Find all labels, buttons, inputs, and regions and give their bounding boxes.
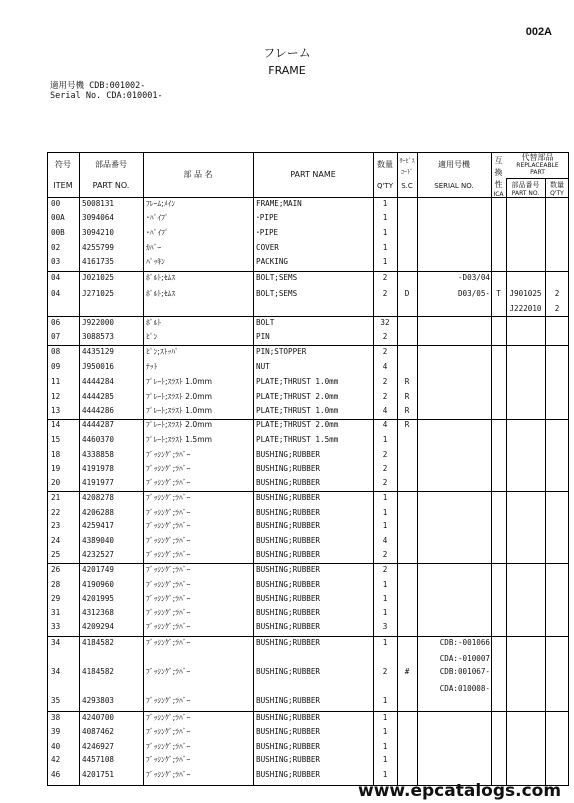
cell-part-no: 4312368: [82, 608, 115, 617]
cell-part-no: 4184582: [82, 667, 115, 676]
cell-sc: #: [404, 667, 410, 676]
header-serial-jp: 適用号機: [438, 160, 470, 169]
cell-item: 33: [51, 622, 61, 631]
cell-serial: D03/05-: [457, 289, 490, 298]
cell-qty: 4: [382, 362, 388, 371]
cell-repl-qty: 2: [554, 304, 560, 313]
cell-serial: -D03/04: [457, 273, 490, 282]
cell-part-no: 3094210: [82, 228, 115, 237]
cell-name-jp: ﾌﾟﾚｰﾄ;ｽﾗｽﾄ 1.0mm: [146, 377, 213, 386]
cell-part-no: 4338858: [82, 450, 115, 459]
cell-name-en: FRAME;MAIN: [256, 199, 302, 208]
cell-name-jp: ﾊﾟｯｷﾝ: [146, 257, 165, 266]
group-divider: [47, 711, 569, 712]
cell-qty: 1: [382, 594, 388, 603]
cell-name-en: BUSHING;RUBBER: [256, 622, 321, 631]
header-name-jp: 部 品 名: [183, 170, 213, 179]
cell-qty: 2: [382, 478, 388, 487]
cell-qty: 2: [382, 392, 388, 401]
cell-name-en: BUSHING;RUBBER: [256, 608, 321, 617]
cell-name-jp: ﾌﾟﾚｰﾄ;ｽﾗｽﾄ 2.0mm: [146, 420, 213, 429]
cell-qty: 2: [382, 273, 388, 282]
cell-serial: CDB:001067-: [439, 667, 490, 676]
cell-qty: 2: [382, 377, 388, 386]
cell-repl-part: J222010: [509, 304, 542, 313]
cell-part-no: J922000: [82, 318, 115, 327]
cell-item: 04: [51, 273, 61, 282]
cell-qty: 1: [382, 696, 388, 705]
header-ica-2: 換: [494, 168, 503, 177]
cell-qty: 2: [382, 450, 388, 459]
cell-item: 40: [51, 742, 61, 751]
header-sc-jp-2: ｺｰﾄﾞ: [400, 169, 413, 176]
cell-serial: CDA:010008-: [439, 684, 490, 693]
cell-qty: 1: [382, 199, 388, 208]
cell-name-jp: ﾌﾞｯｼﾝｸﾞ;ﾗﾊﾞｰ: [146, 608, 191, 617]
group-divider: [47, 636, 569, 637]
cell-item: 06: [51, 318, 61, 327]
header-ica-3: 性: [494, 180, 503, 189]
cell-name-en: PLATE;THRUST 2.0mm: [256, 392, 339, 401]
cell-part-no: 3088573: [82, 332, 115, 341]
cell-qty: 1: [382, 508, 388, 517]
cell-part-no: 4201751: [82, 770, 115, 779]
cell-name-en: ･PIPE: [256, 213, 279, 222]
cell-name-en: PLATE;THRUST 1.0mm: [256, 377, 339, 386]
cell-name-jp: ﾌﾞｯｼﾝｸﾞ;ﾗﾊﾞｰ: [146, 508, 191, 517]
cell-name-en: BUSHING;RUBBER: [256, 770, 321, 779]
header-repl-jp: 代替部品: [521, 153, 554, 162]
cell-name-jp: ﾌﾞｯｼﾝｸﾞ;ﾗﾊﾞｰ: [146, 450, 191, 459]
cell-item: 14: [51, 420, 61, 429]
cell-item: 07: [51, 332, 61, 341]
cell-name-jp: ﾋﾟﾝ: [146, 332, 158, 341]
cell-item: 31: [51, 608, 61, 617]
cell-part-no: 4190960: [82, 580, 115, 589]
header-partno-jp: 部品番号: [95, 160, 127, 169]
cell-name-jp: ﾌﾞｯｼﾝｸﾞ;ﾗﾊﾞｰ: [146, 521, 191, 530]
cell-item: 23: [51, 521, 61, 530]
cell-ica: T: [496, 289, 501, 298]
repl-header-divider: [506, 178, 569, 179]
cell-item: 03: [51, 257, 61, 266]
watermark: www.epcatalogs.com: [358, 781, 562, 801]
cell-name-jp: ﾋﾟﾝ;ｽﾄｯﾊﾟ: [146, 347, 179, 356]
cell-name-jp: ﾌﾞｯｼﾝｸﾞ;ﾗﾊﾞｰ: [146, 727, 191, 736]
cell-item: 39: [51, 727, 61, 736]
cell-qty: 1: [382, 521, 388, 530]
cell-part-no: 4444287: [82, 420, 115, 429]
cell-part-no: 4293803: [82, 696, 115, 705]
cell-part-no: 4240700: [82, 713, 115, 722]
cell-name-jp: ﾎﾞﾙﾄ;ｾﾑｽ: [146, 273, 176, 282]
cell-name-en: BUSHING;RUBBER: [256, 536, 321, 545]
cell-qty: 2: [382, 464, 388, 473]
cell-name-en: BUSHING;RUBBER: [256, 638, 321, 647]
cell-name-en: BOLT;SEMS: [256, 289, 298, 298]
cell-name-en: BUSHING;RUBBER: [256, 450, 321, 459]
cell-serial: CDB:-001066: [439, 638, 490, 647]
cell-item: 13: [51, 406, 61, 415]
cell-name-jp: ｶﾊﾞｰ: [146, 243, 162, 252]
cell-name-jp: ﾌﾞｯｼﾝｸﾞ;ﾗﾊﾞｰ: [146, 742, 191, 751]
cell-name-jp: ﾌﾞｯｼﾝｸﾞ;ﾗﾊﾞｰ: [146, 493, 191, 502]
group-divider: [47, 316, 569, 317]
cell-item: 11: [51, 377, 61, 386]
cell-qty: 4: [382, 536, 388, 545]
cell-qty: 1: [382, 435, 388, 444]
cell-qty: 1: [382, 713, 388, 722]
cell-item: 18: [51, 450, 61, 459]
cell-part-no: 4246927: [82, 742, 115, 751]
cell-name-jp: ﾌﾞｯｼﾝｸﾞ;ﾗﾊﾞｰ: [146, 770, 191, 779]
applicable-serial-line-2: Serial No. CDA:010001-: [50, 91, 163, 101]
cell-part-no: 4444285: [82, 392, 115, 401]
page-title-jp: フレーム: [263, 46, 311, 60]
cell-part-no: 4259417: [82, 521, 115, 530]
header-repl-partno: PART NO.: [511, 190, 540, 197]
cell-name-jp: ﾌﾞｯｼﾝｸﾞ;ﾗﾊﾞｰ: [146, 713, 191, 722]
header-repl-2: PART: [530, 169, 545, 176]
cell-name-en: BUSHING;RUBBER: [256, 755, 321, 764]
col-divider: [545, 178, 546, 786]
cell-qty: 4: [382, 420, 388, 429]
cell-part-no: 4209294: [82, 622, 115, 631]
cell-name-jp: ･ﾊﾟｲﾌﾟ: [146, 228, 169, 237]
cell-item: 21: [51, 493, 61, 502]
cell-qty: 1: [382, 257, 388, 266]
cell-sc: R: [404, 406, 410, 415]
col-divider: [397, 152, 398, 786]
cell-item: 20: [51, 478, 61, 487]
cell-qty: 2: [382, 667, 388, 676]
col-divider: [506, 178, 507, 786]
cell-qty: 1: [382, 580, 388, 589]
cell-part-no: 4191977: [82, 478, 115, 487]
cell-name-jp: ﾌﾞｯｼﾝｸﾞ;ﾗﾊﾞｰ: [146, 638, 191, 647]
cell-name-jp: ﾌﾞｯｼﾝｸﾞ;ﾗﾊﾞｰ: [146, 550, 191, 559]
header-sc-jp: ｻｰﾋﾞｽ: [399, 158, 415, 165]
cell-name-en: BUSHING;RUBBER: [256, 742, 321, 751]
cell-item: 25: [51, 550, 61, 559]
cell-name-en: BUSHING;RUBBER: [256, 508, 321, 517]
cell-name-en: NUT: [256, 362, 270, 371]
cell-part-no: 4206288: [82, 508, 115, 517]
cell-qty: 1: [382, 755, 388, 764]
cell-name-en: BUSHING;RUBBER: [256, 478, 321, 487]
cell-item: 34: [51, 638, 61, 647]
cell-part-no: 4457108: [82, 755, 115, 764]
cell-name-en: BUSHING;RUBBER: [256, 696, 321, 705]
col-divider: [79, 152, 80, 786]
cell-item: 02: [51, 243, 61, 252]
cell-item: 35: [51, 696, 61, 705]
cell-name-en: COVER: [256, 243, 279, 252]
cell-name-en: PLATE;THRUST 2.0mm: [256, 420, 339, 429]
cell-item: 12: [51, 392, 61, 401]
cell-part-no: 4460370: [82, 435, 115, 444]
cell-item: 34: [51, 667, 61, 676]
group-divider: [47, 271, 569, 272]
cell-qty: 1: [382, 243, 388, 252]
cell-item: 04: [51, 289, 61, 298]
cell-item: 29: [51, 594, 61, 603]
cell-sc: R: [404, 392, 410, 401]
cell-name-en: PIN;STOPPER: [256, 347, 307, 356]
cell-name-jp: ﾌﾚｰﾑ;ﾒｲﾝ: [146, 199, 176, 208]
cell-name-en: PLATE;THRUST 1.5mm: [256, 435, 339, 444]
cell-part-no: J950016: [82, 362, 115, 371]
cell-part-no: J021025: [82, 273, 115, 282]
cell-qty: 1: [382, 213, 388, 222]
cell-part-no: 4444284: [82, 377, 115, 386]
col-divider: [417, 152, 418, 786]
cell-sc: D: [404, 289, 410, 298]
cell-qty: 1: [382, 770, 388, 779]
cell-qty: 2: [382, 565, 388, 574]
cell-name-jp: ﾌﾞｯｼﾝｸﾞ;ﾗﾊﾞｰ: [146, 580, 191, 589]
cell-name-jp: ﾌﾞｯｼﾝｸﾞ;ﾗﾊﾞｰ: [146, 594, 191, 603]
cell-name-en: BUSHING;RUBBER: [256, 493, 321, 502]
cell-name-en: BUSHING;RUBBER: [256, 667, 321, 676]
cell-part-no: 4184582: [82, 638, 115, 647]
cell-repl-qty: 2: [554, 289, 560, 298]
cell-name-jp: ﾌﾞｯｼﾝｸﾞ;ﾗﾊﾞｰ: [146, 565, 191, 574]
cell-item: 08: [51, 347, 61, 356]
cell-item: 00A: [51, 213, 65, 222]
cell-item: 42: [51, 755, 61, 764]
header-sc: S.C: [401, 182, 413, 190]
cell-item: 26: [51, 565, 61, 574]
cell-qty: 4: [382, 406, 388, 415]
cell-item: 38: [51, 713, 61, 722]
group-divider: [47, 345, 569, 346]
cell-qty: 1: [382, 493, 388, 502]
cell-part-no: 3094064: [82, 213, 115, 222]
cell-part-no: 4435129: [82, 347, 115, 356]
header-ica: ICA: [493, 191, 504, 198]
cell-name-en: BOLT: [256, 318, 275, 327]
applicable-serial-line-1: 適用号機 CDB:001002-: [50, 81, 146, 91]
cell-item: 46: [51, 770, 61, 779]
cell-part-no: 4201995: [82, 594, 115, 603]
header-serial: SERIAL NO.: [434, 182, 474, 190]
cell-name-jp: ﾌﾞｯｼﾝｸﾞ;ﾗﾊﾞｰ: [146, 622, 191, 631]
header-divider: [47, 197, 569, 198]
cell-qty: 2: [382, 550, 388, 559]
cell-name-en: BUSHING;RUBBER: [256, 580, 321, 589]
cell-name-en: BUSHING;RUBBER: [256, 550, 321, 559]
cell-qty: 32: [380, 318, 390, 327]
cell-repl-part: J901025: [509, 289, 542, 298]
cell-part-no: J271025: [82, 289, 115, 298]
cell-item: 09: [51, 362, 61, 371]
header-item-jp: 符号: [55, 160, 71, 169]
cell-part-no: 4201749: [82, 565, 115, 574]
group-divider: [47, 491, 569, 492]
cell-item: 22: [51, 508, 61, 517]
header-repl-qty: Q'TY: [550, 190, 564, 197]
cell-name-jp: ﾌﾞｯｼﾝｸﾞ;ﾗﾊﾞｰ: [146, 667, 191, 676]
cell-name-en: PLATE;THRUST 1.0mm: [256, 406, 339, 415]
cell-name-jp: ﾌﾟﾚｰﾄ;ｽﾗｽﾄ 1.0mm: [146, 406, 213, 415]
cell-name-jp: ﾌﾞｯｼﾝｸﾞ;ﾗﾊﾞｰ: [146, 755, 191, 764]
cell-name-jp: ﾌﾟﾚｰﾄ;ｽﾗｽﾄ 1.5mm: [146, 435, 213, 444]
cell-qty: 2: [382, 289, 388, 298]
cell-part-no: 4161735: [82, 257, 115, 266]
col-divider: [253, 152, 254, 786]
cell-name-en: BUSHING;RUBBER: [256, 713, 321, 722]
cell-part-no: 4087462: [82, 727, 115, 736]
cell-serial: CDA:-010007: [439, 654, 490, 663]
header-qty: Q'TY: [377, 182, 393, 190]
cell-sc: R: [404, 377, 410, 386]
cell-item: 24: [51, 536, 61, 545]
header-repl-qty-jp: 数量: [550, 181, 564, 189]
cell-item: 15: [51, 435, 61, 444]
cell-name-en: PIN: [256, 332, 270, 341]
cell-part-no: 4444286: [82, 406, 115, 415]
header-qty-jp: 数量: [377, 160, 393, 169]
header-repl: REPLACEABLE: [516, 162, 559, 169]
cell-name-en: BUSHING;RUBBER: [256, 464, 321, 473]
cell-name-en: BUSHING;RUBBER: [256, 727, 321, 736]
cell-part-no: 4389040: [82, 536, 115, 545]
cell-item: 00B: [51, 228, 65, 237]
cell-name-jp: ﾌﾞｯｼﾝｸﾞ;ﾗﾊﾞｰ: [146, 464, 191, 473]
header-ica-1: 互: [494, 156, 503, 165]
cell-name-en: BUSHING;RUBBER: [256, 594, 321, 603]
cell-name-jp: ･ﾊﾟｲﾌﾟ: [146, 213, 169, 222]
cell-qty: 1: [382, 638, 388, 647]
cell-part-no: 5008131: [82, 199, 115, 208]
cell-part-no: 4232527: [82, 550, 115, 559]
cell-name-en: BUSHING;RUBBER: [256, 565, 321, 574]
cell-name-jp: ﾌﾞｯｼﾝｸﾞ;ﾗﾊﾞｰ: [146, 478, 191, 487]
cell-name-jp: ﾎﾞﾙﾄ;ｾﾑｽ: [146, 289, 176, 298]
header-item: ITEM: [53, 181, 73, 190]
cell-qty: 1: [382, 727, 388, 736]
cell-name-en: BOLT;SEMS: [256, 273, 298, 282]
cell-name-jp: ﾌﾞｯｼﾝｸﾞ;ﾗﾊﾞｰ: [146, 536, 191, 545]
cell-qty: 1: [382, 228, 388, 237]
cell-item: 00: [51, 199, 61, 208]
cell-part-no: 4191978: [82, 464, 115, 473]
header-partno: PART NO.: [92, 181, 130, 190]
cell-name-en: PACKING: [256, 257, 289, 266]
cell-part-no: 4255799: [82, 243, 115, 252]
cell-name-jp: ﾅｯﾄ: [146, 362, 158, 371]
page-number: 002A: [525, 26, 552, 38]
cell-item: 28: [51, 580, 61, 589]
group-divider: [47, 563, 569, 564]
cell-name-en: BUSHING;RUBBER: [256, 521, 321, 530]
cell-name-jp: ﾌﾟﾚｰﾄ;ｽﾗｽﾄ 2.0mm: [146, 392, 213, 401]
cell-qty: 2: [382, 347, 388, 356]
page-title: FRAME: [268, 64, 306, 77]
cell-part-no: 4208278: [82, 493, 115, 502]
cell-item: 19: [51, 464, 61, 473]
header-repl-partno-jp: 部品番号: [511, 181, 540, 189]
col-divider: [491, 152, 492, 786]
cell-sc: R: [404, 420, 410, 429]
cell-name-jp: ﾎﾞﾙﾄ: [146, 318, 162, 327]
cell-qty: 1: [382, 742, 388, 751]
cell-name-jp: ﾌﾞｯｼﾝｸﾞ;ﾗﾊﾞｰ: [146, 696, 191, 705]
cell-name-en: ･PIPE: [256, 228, 279, 237]
header-name: PART NAME: [290, 170, 336, 179]
col-divider: [143, 152, 144, 786]
cell-qty: 1: [382, 608, 388, 617]
cell-qty: 3: [382, 622, 388, 631]
cell-qty: 2: [382, 332, 388, 341]
